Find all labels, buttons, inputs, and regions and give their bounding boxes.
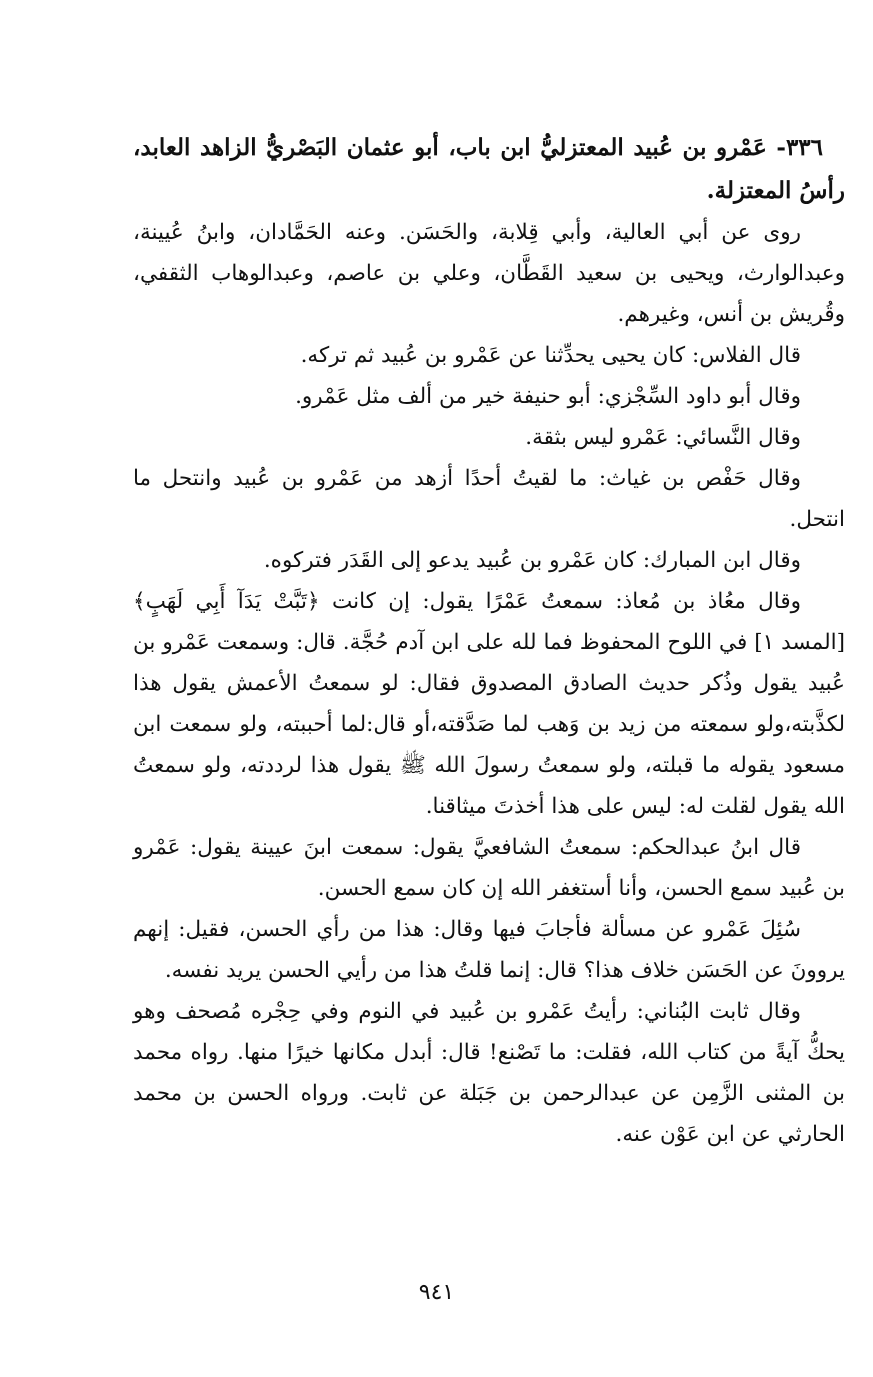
page-number: ٩٤١	[418, 1280, 455, 1305]
paragraph: وقال النَّسائي: عَمْرو ليس بثقة.	[525, 425, 801, 450]
paragraph: وقال أبو داود السِّجْزي: أبو حنيفة خير من ألف مثل عَمْرو.	[295, 384, 801, 409]
paragraph: وقال معُاذ بن مُعاذ: سمعتُ عَمْرًا يقول: إن كانت ﴿تَبَّتْ يَدَآ أَبِي لَهَبٍ﴾ [المسد ١] في اللوح المحفوظ فما لله على ابن آدم حُجَّة. قال: وسمعت عَمْرو بن عُبيد يقول وذُكر حديث الصادق المصدوق فقال: لو سمعتُ الأعمش يقول هذا لكذَّبته،ولو سمعته من زيد بن وَهب لما صَدَّقته،أو قال:لما أحببته، ولو سمعت ابن مسعود يقوله ما قبلته، ولو سمعتُ رسولَ الله ﷺ يقول هذا لرددته، ولو سمعتُ الله يقول لقلت له: ليس على هذا أخذتَ ميثاقنا.	[133, 589, 845, 819]
paragraph: وقال ابن المبارك: كان عَمْرو بن عُبيد يدعو إلى القَدَر فتركوه.	[263, 548, 801, 573]
entry-heading: ٣٣٦- عَمْرو بن عُبيد المعتزليُّ ابن باب، أبو عثمان البَصْريُّ الزاهد العابد، رأسُ المعتزلة.	[133, 134, 845, 204]
body-text	[133, 126, 845, 1155]
paragraph: روى عن أبي العالية، وأبي قِلابة، والحَسَن. وعنه الحَمَّادان، وابنُ عُيينة، وعبدالوارث، ويحيى بن سعيد القَطَّان، وعلي بن عاصم، وعبدالوهاب الثقفي، وقُريش بن أنس، وغيرهم.	[133, 220, 845, 327]
paragraph: قال الفلاس: كان يحيى يحدِّثنا عن عَمْرو بن عُبيد ثم تركه.	[300, 343, 801, 368]
paragraph: سُئِلَ عَمْرو عن مسألة فأجابَ فيها وقال: هذا من رأي الحسن، فقيل: إنهم يروونَ عن الحَسَن خلاف هذا؟ قال: إنما قلتُ هذا من رأيي الحسن يريد نفسه.	[133, 917, 845, 983]
paragraph: وقال حَفْص بن غياث: ما لقيتُ أحدًا أزهد من عَمْرو بن عُبيد وانتحل ما انتحل.	[133, 466, 845, 532]
paragraph: وقال ثابت البُناني: رأيتُ عَمْرو بن عُبيد في النوم وفي حِجْره مُصحف وهو يحكُّ آيةً من كتاب الله، فقلت: ما تَصْنع! قال: أبدل مكانها خيرًا منها. رواه محمد بن المثنى الزَّمِن عن عبدالرحمن بن جَبَلة عن ثابت. ورواه الحسن بن محمد الحارثي عن ابن عَوْن عنه.	[133, 999, 845, 1147]
paragraph: قال ابنُ عبدالحكم: سمعتُ الشافعيَّ يقول: سمعت ابنَ عيينة يقول: عَمْرو بن عُبيد سمع الحسن، وأنا أستغفر الله إن كان سمع الحسن.	[133, 835, 845, 901]
